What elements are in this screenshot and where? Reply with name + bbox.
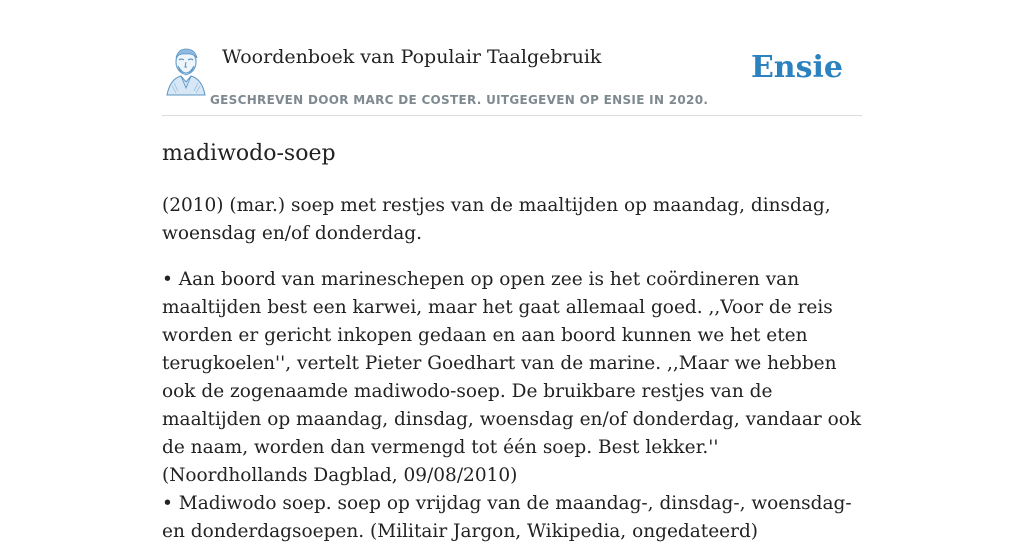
entry-headword: madiwodo-soep [162,141,336,166]
entry-quotes [162,266,866,546]
author-portrait-icon [164,46,208,96]
ensie-logo[interactable]: Ensie [750,50,843,85]
quote-item: • Aan boord van marineschepen op open zee is het coördineren van maaltijden best een karwei, maar het gaat allemaal goed. ,,Voor de reis worden er gericht inkopen gedaan en aan boord kunnen we het eten terugkoelen'', vertelt Pieter Goedhart van de marine. ,,Maar we hebben ook de zogenaamde madiwodo-soep. De bruikbare restjes van de maaltijden op maandag, dinsdag, woensdag en/of donderdag, vandaar ook de naam, worden dan vermengd tot één soep. Best lekker.'' (Noordhollands Dagblad, 09/08/2010) [162,269,862,486]
entry-definition: (2010) (mar.) soep met restjes van de maaltijden op maandag, dinsdag, woensdag en/of donderdag. [162,195,831,244]
author-byline: GESCHREVEN DOOR MARC DE COSTER. UITGEGEVEN OP ENSIE IN 2020. [210,93,709,107]
dictionary-header [162,40,862,116]
dictionary-title[interactable]: Woordenboek van Populair Taalgebruik [222,46,602,68]
quote-item: • Madiwodo soep. soep op vrijdag van de maandag-, dinsdag-, woensdag- en donderdagsoepen. (Militair Jargon, Wikipedia, ongedateerd) [162,493,852,542]
entry-content [162,138,866,546]
